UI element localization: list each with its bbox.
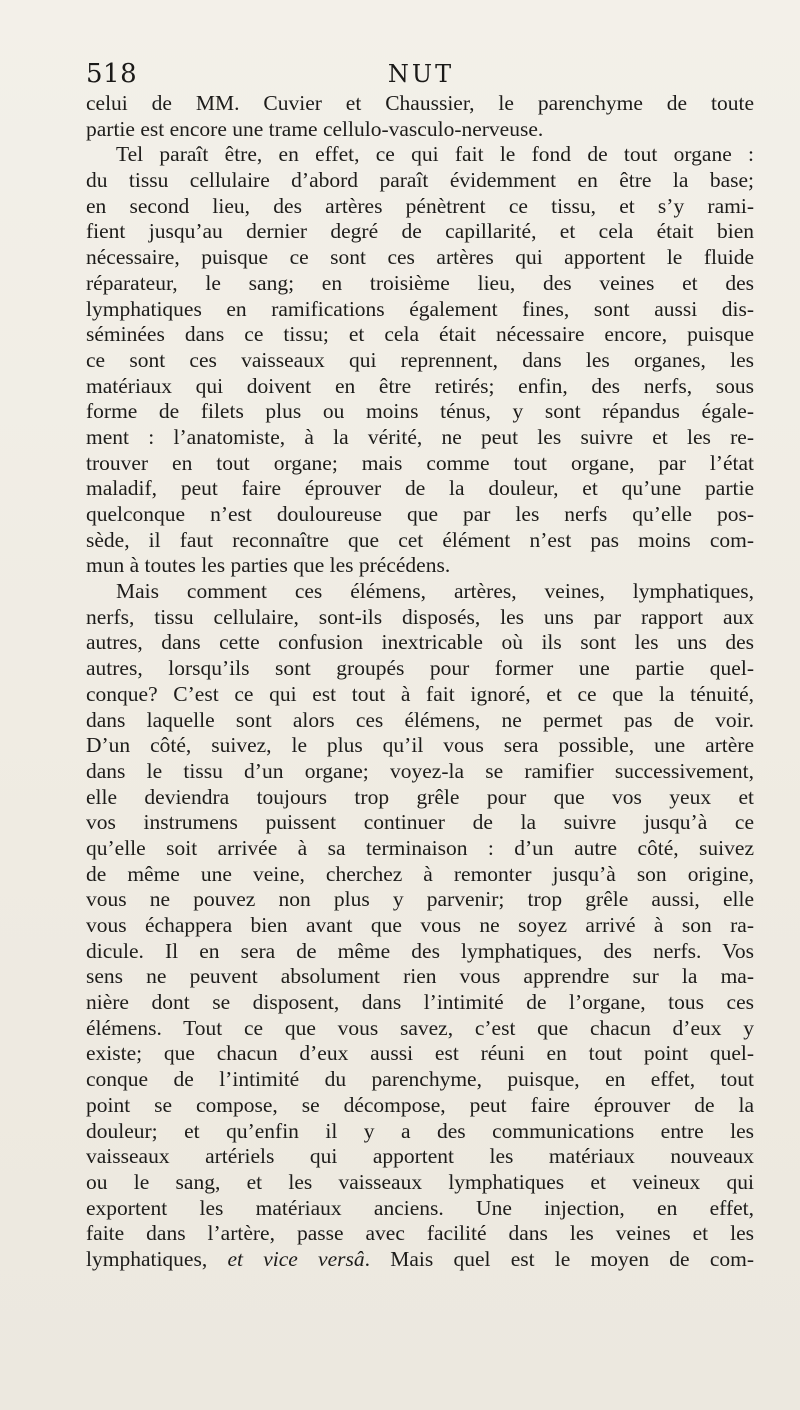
text-line: en second lieu, des artères pénètrent ce tissu, et s’y rami- [86,193,754,218]
text-line: lymphatiques en ramifications également fines, sont aussi dis- [86,296,754,321]
text-line: fient jusqu’au dernier degré de capillarité, et cela était bien [86,219,754,244]
text-line: point se compose, se décompose, peut faire éprouver de la [86,1092,754,1117]
text-line: vous ne pouvez non plus y parvenir; trop grêle aussi, elle [86,887,754,912]
text-line: réparateur, le sang; en troisième lieu, des veines et des [86,270,754,295]
text-line: D’un côté, suivez, le plus qu’il vous sera possible, une artère [86,733,754,758]
text-line: elle deviendra toujours trop grêle pour que vos yeux et [86,784,754,809]
text-line: exportent les matériaux anciens. Une injection, en effet, [86,1195,754,1220]
text-line: trouver en tout organe; mais comme tout organe, par l’état [86,450,754,475]
text-line: qu’elle soit arrivée à sa terminaison : d’un autre côté, suivez [86,835,754,860]
text-line: ou le sang, et les vaisseaux lymphatiques et veineux qui [86,1169,754,1194]
text-line: autres, dans cette confusion inextricable où ils sont les uns des [86,630,754,655]
text-line: vous échappera bien avant que vous ne soyez arrivé à son ra- [86,913,754,937]
text-line: partie est encore une trame cellulo-vasculo-nerveuse. [86,116,544,141]
text-line: mun à toutes les parties que les précédens. [86,553,451,578]
text-line: autres, lorsqu’ils sont groupés pour former une partie quel- [86,656,754,681]
text-line: conque de l’intimité du parenchyme, puisque, en effet, tout [86,1067,754,1092]
text-line: nerfs, tissu cellulaire, sont-ils disposés, les uns par rapport aux [86,604,754,629]
text-line: de même une veine, cherchez à remonter jusqu’à son origine, [86,861,754,886]
body-text [86,91,754,1273]
text-line: Mais comment ces élémens, artères, veines, lymphatiques, [116,579,754,604]
text-line: forme de filets plus ou moins ténus, y sont répandus égale- [86,399,754,424]
text-line: séminées dans ce tissu; et cela était nécessaire encore, puisque [86,322,754,347]
text-line: dicule. Il en sera de même des lymphatiques, des nerfs. Vos [86,938,754,963]
text-line: vaisseaux artériels qui apportent les matériaux nouveaux [86,1144,754,1169]
text-line: vos instrumens puissent continuer de la suivre jusqu’à ce [86,810,754,835]
text-line: nécessaire, puisque ce sont ces artères qui apportent le fluide [86,245,754,270]
text-line: matériaux qui doivent en être retirés; enfin, des nerfs, sous [86,373,754,398]
page-header [86,56,756,92]
text-line: sède, il faut reconnaître que cet élément n’est pas moins com- [86,527,754,552]
text-line: du tissu cellulaire d’abord paraît évidemment en être la base; [86,168,754,193]
text-line: nière dont se disposent, dans l’intimité de l’organe, tous ces [86,990,754,1015]
text-line: quelconque n’est douloureuse que par les nerfs qu’elle pos- [86,502,754,526]
text-line: sens ne peuvent absolument rien vous apprendre sur la ma- [86,964,754,989]
text-line: élémens. Tout ce que vous savez, c’est que chacun d’eux y [86,1015,754,1040]
text-line: maladif, peut faire éprouver de la douleur, et qu’une partie [86,476,754,501]
text-line: faite dans l’artère, passe avec facilité dans les veines et les [86,1221,754,1246]
text-line: existe; que chacun d’eux aussi est réuni en tout point quel- [86,1041,754,1066]
text-line: douleur; et qu’enfin il y a des communications entre les [86,1118,754,1143]
text-line: lymphatiques, et vice versâ. Mais quel est le moyen de com- [86,1246,754,1271]
text-line: Tel paraît être, en effet, ce qui fait le fond de tout organe : [116,142,754,167]
text-line: ce sont ces vaisseaux qui reprennent, dans les organes, les [86,347,754,372]
text-line: dans laquelle sont alors ces élémens, ne permet pas de voir. [86,707,754,732]
text-line: ment : l’anatomiste, à la vérité, ne peut les suivre et les re- [86,424,754,449]
page-number: 518 [86,59,138,89]
text-line: dans le tissu d’un organe; voyez-la se ramifier successivement, [86,758,754,783]
running-head: NUT [387,60,455,88]
text-line: conque? C’est ce qui est tout à fait ignoré, et ce que la ténuité, [86,681,754,706]
text-line: celui de MM. Cuvier et Chaussier, le parenchyme de toute [86,91,754,115]
